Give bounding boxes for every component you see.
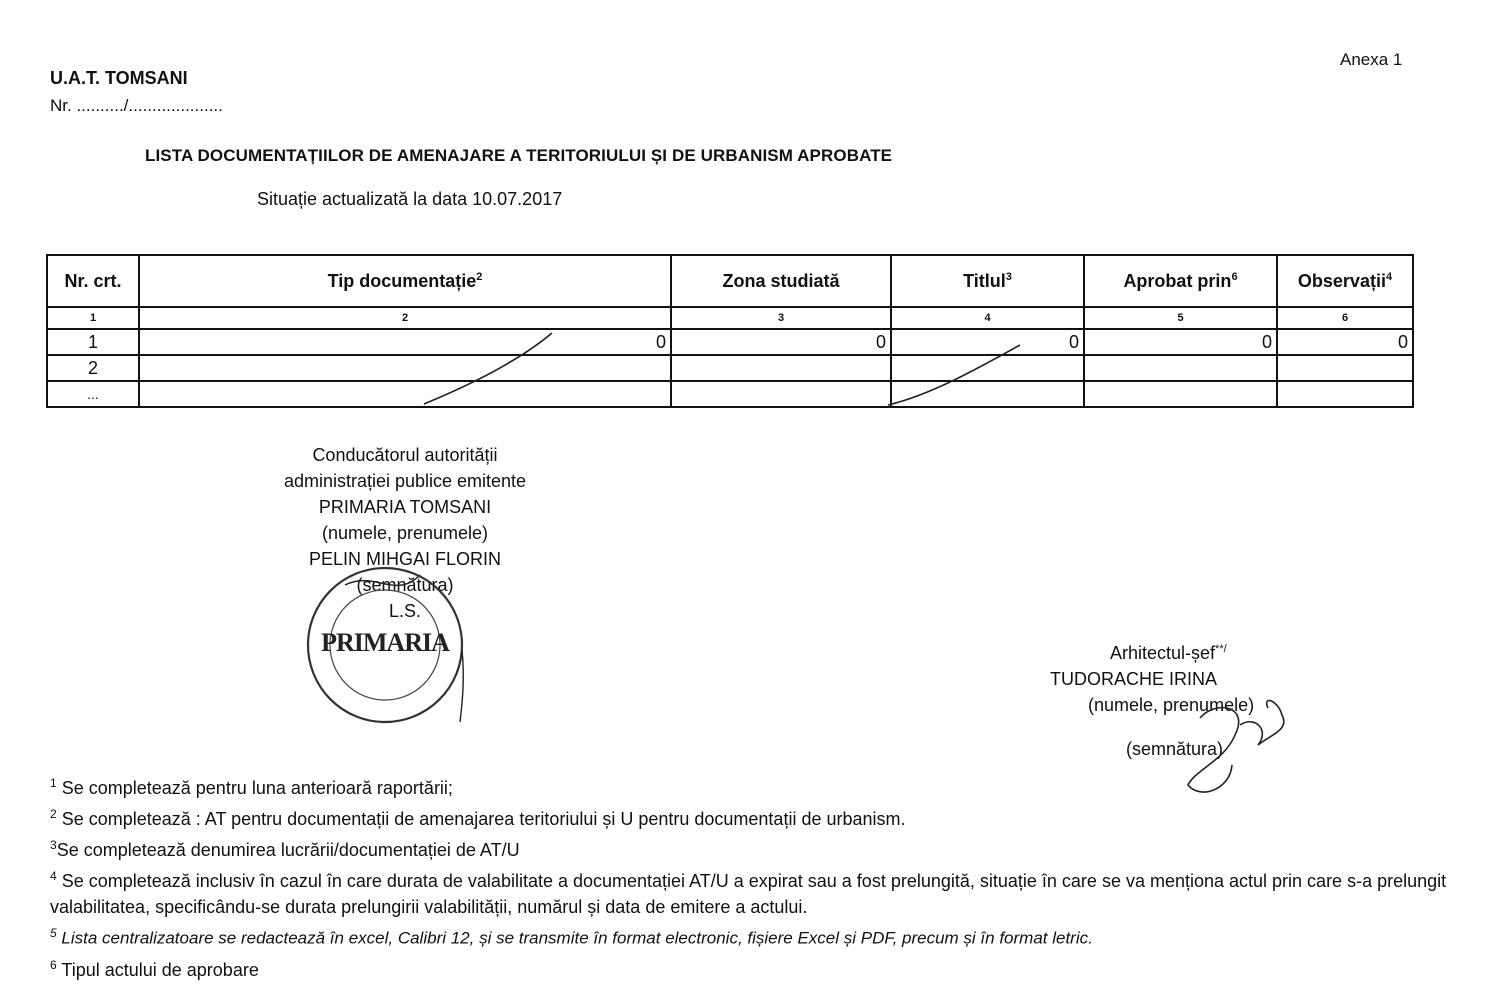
footnote-3: $^3$Se completează denumirea lucrării/documentației de AT/U (50, 838, 520, 860)
footnotes (50, 770, 1450, 983)
table-row (47, 381, 1413, 407)
stamp-center-text: PRIMARIA (321, 628, 449, 657)
table-cell: 0 (139, 329, 671, 355)
documentation-table (46, 254, 1414, 408)
table-cell: 1 (47, 329, 139, 355)
table-cell (1277, 381, 1413, 407)
table-cell (891, 381, 1084, 407)
seal-label: L.S. (388, 601, 422, 621)
table-cell (1084, 381, 1277, 407)
index-cell: 1 (47, 307, 139, 329)
annex-label: Anexa 1 (1340, 50, 1403, 69)
index-cell: 5 (1084, 307, 1277, 329)
table-row (47, 329, 1413, 355)
authority-name: PELIN MIHGAI FLORIN (308, 549, 502, 569)
architect-name: TUDORACHE IRINA (1050, 669, 1218, 689)
architect-signature-block (1050, 636, 1370, 762)
uat-name: U.A.T. TOMSANI (50, 68, 188, 88)
name-caption: (numele, prenumele) (321, 523, 489, 543)
col-header-tip: Tip documentație$^2$ (139, 255, 671, 307)
table-cell (139, 355, 671, 381)
index-cell: 2 (139, 307, 671, 329)
signature-caption: (semnătura) (356, 575, 454, 595)
col-header-observatii: Observații$^4$ (1277, 255, 1413, 307)
index-cell: 6 (1277, 307, 1413, 329)
col-header-titlul: Titlul$^3$ (891, 255, 1084, 307)
architect-name-caption: (numele, prenumele) (1088, 695, 1255, 715)
authority-signature-block (245, 442, 565, 624)
table-cell: 0 (1084, 329, 1277, 355)
authority-title: Conducătorul autorității (312, 445, 498, 465)
col-header-nr: Nr. crt. (47, 255, 139, 307)
index-cell: 4 (891, 307, 1084, 329)
architect-signature-caption: (semnătura) (1126, 739, 1224, 759)
registration-number: Nr. ........../.................... (50, 96, 223, 115)
table-header-row (47, 255, 1413, 307)
table-cell (1277, 355, 1413, 381)
update-date: Situație actualizată la data 10.07.2017 (257, 189, 563, 209)
col-header-aprobat: Aprobat prin$^6$ (1084, 255, 1277, 307)
footnote-1: $^1$ Se completează pentru luna anterioară raportării; (50, 776, 453, 798)
table-cell: 0 (671, 329, 891, 355)
authority-institution: PRIMARIA TOMSANI (318, 497, 492, 517)
document-title: LISTA DOCUMENTAȚIILOR DE AMENAJARE A TERITORIULUI ȘI DE URBANISM APROBATE (145, 146, 893, 165)
footnote-6: $^6$ Tipul actului de aprobare (50, 957, 259, 980)
table-cell: 2 (47, 355, 139, 381)
table-cell (139, 381, 671, 407)
footnote-4: $^4$ Se completează inclusiv în cazul în care durata de valabilitate a documentației AT/U a expirat sau a fost prelungită, situație în care se va menționa actul prin care s-a prelungit valabilitatea, specificându-se durata prelungirii valabilității, numărul și data de emitere a actului. (50, 869, 1447, 917)
table-cell (1084, 355, 1277, 381)
table-cell: ... (47, 381, 139, 407)
footnote-5: $^5$ Lista centralizatoare se redactează în excel, Calibri 12, și se transmite în format electronic, fișiere Excel și PDF, precum și în format letric. (50, 926, 1093, 948)
table-cell: 0 (891, 329, 1084, 355)
table-cell (671, 355, 891, 381)
authority-subtitle: administrației publice emitente (283, 471, 527, 491)
table-index-row (47, 307, 1413, 329)
architect-title: Arhitectul-șef**/ (1110, 643, 1227, 663)
col-header-zona: Zona studiată (671, 255, 891, 307)
table-row (47, 355, 1413, 381)
table-cell (891, 355, 1084, 381)
table-cell: 0 (1277, 329, 1413, 355)
table-cell (671, 381, 891, 407)
index-cell: 3 (671, 307, 891, 329)
footnote-2: $^2$ Se completează : AT pentru documentații de amenajarea teritoriului și U pentru documentații de urbanism. (50, 807, 906, 829)
